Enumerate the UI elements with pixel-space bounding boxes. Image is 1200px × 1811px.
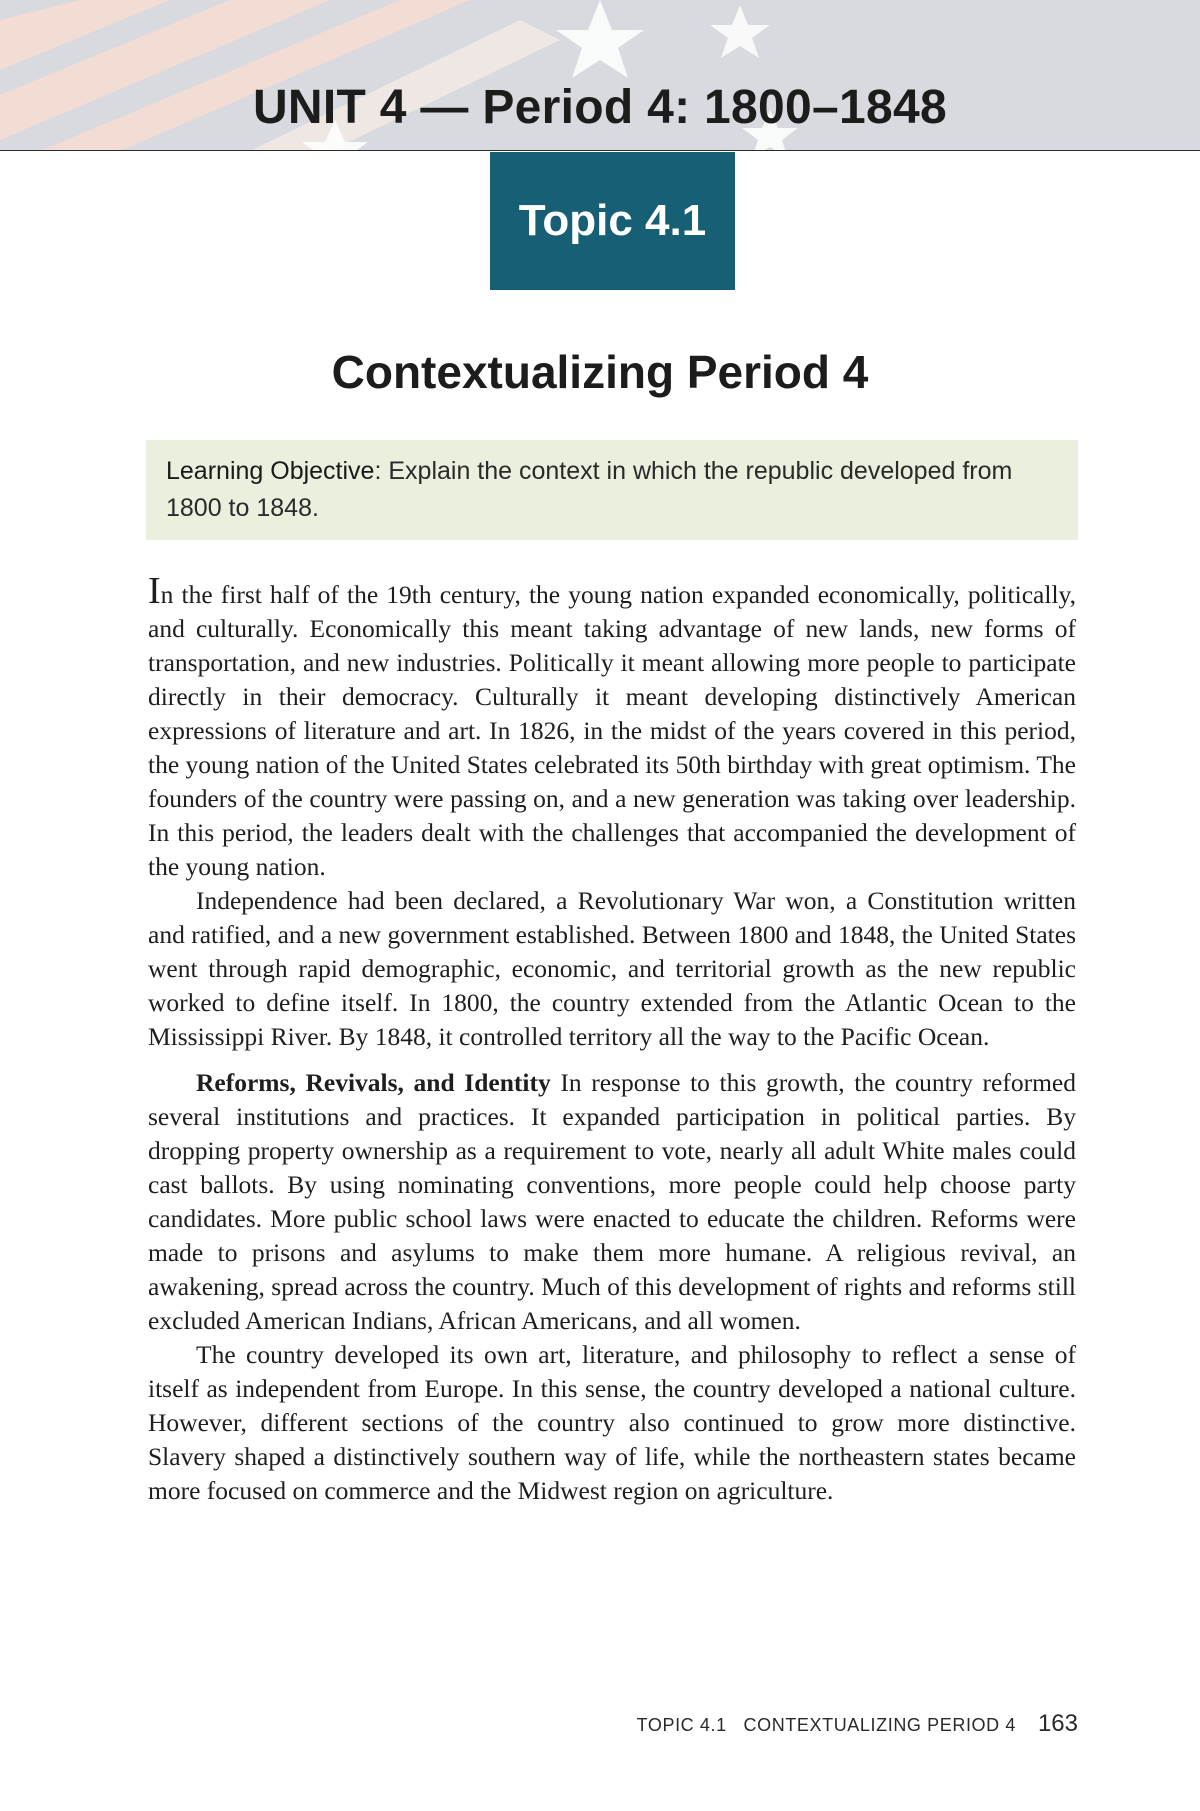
page-title: Contextualizing Period 4 bbox=[331, 346, 869, 398]
paragraph-3 bbox=[148, 1066, 1076, 1338]
paragraph-1-text: n the first half of the 19th century, the young nation expanded economically, politically, and culturally. Economically this meant taking advantage of new lands, new forms of transportation, and new industries. Politically it meant allowing more people to participate directly in their democracy. Culturally it meant developing distinctively American expressions of literature and art. In 1826, in the midst of the years covered in this period, the young nation of the United States celebrated its 50th birthday with great optimism. The founders of the country were passing on, and a new generation was taking over leadership. In this period, the leaders dealt with the challenges that accompanied the development of the young nation. bbox=[148, 580, 1076, 881]
page-footer bbox=[0, 1710, 1078, 1738]
paragraph-3-text: In response to this growth, the country reformed several institutions and practices. It expanded participation in political parties. By dropping property ownership as a requirement to vote, nearly all adult White males could cast ballots. By using nominating conventions, more people could help choose party candidates. More public school laws were enacted to educate the children. Reforms were made to prisons and asylums to make them more humane. A religious revival, an awakening, spread across the country. Much of this development of rights and reforms still excluded American Indians, African Americans, and all women. bbox=[148, 1068, 1076, 1335]
section-heading: Reforms, Revivals, and Identity bbox=[196, 1068, 551, 1097]
running-head: TOPIC 4.1 CONTEXTUALIZING PERIOD 4 bbox=[636, 1715, 1016, 1735]
learning-objective-box bbox=[146, 440, 1078, 540]
banner-divider bbox=[0, 150, 1200, 151]
learning-objective-label: Learning Objective bbox=[166, 457, 375, 485]
topic-label: Topic 4.1 bbox=[518, 196, 707, 245]
paragraph-2: Independence had been declared, a Revolutionary War won, a Constitution written and ratified, and a new government established. Between 1800 and 1848, the United States went through rapid demographic, economic, and territorial growth as the new republic worked to define itself. In 1800, the country extended from the Atlantic Ocean to the Mississippi River. By 1848, it controlled territory all the way to the Pacific Ocean. bbox=[148, 886, 1076, 1051]
page-number: 163 bbox=[1037, 1710, 1078, 1737]
learning-objective-text: : Explain the context in which the republic developed from 1800 to 1848. bbox=[166, 457, 1013, 522]
paragraph-4: The country developed its own art, literature, and philosophy to reflect a sense of itself as independent from Europe. In this sense, the country developed a national culture. However, different sections of the country also continued to grow more distinctive. Slavery shaped a distinctively southern way of life, while the northeastern states became more focused on commerce and the Midwest region on agriculture. bbox=[148, 1340, 1076, 1505]
topic-badge bbox=[490, 152, 735, 290]
unit-title: UNIT 4 — Period 4: 1800–1848 bbox=[252, 81, 948, 134]
flag-banner bbox=[0, 0, 1200, 151]
drop-cap: I bbox=[148, 570, 161, 612]
paragraph-1 bbox=[148, 570, 1076, 884]
body-text bbox=[148, 570, 1076, 1508]
